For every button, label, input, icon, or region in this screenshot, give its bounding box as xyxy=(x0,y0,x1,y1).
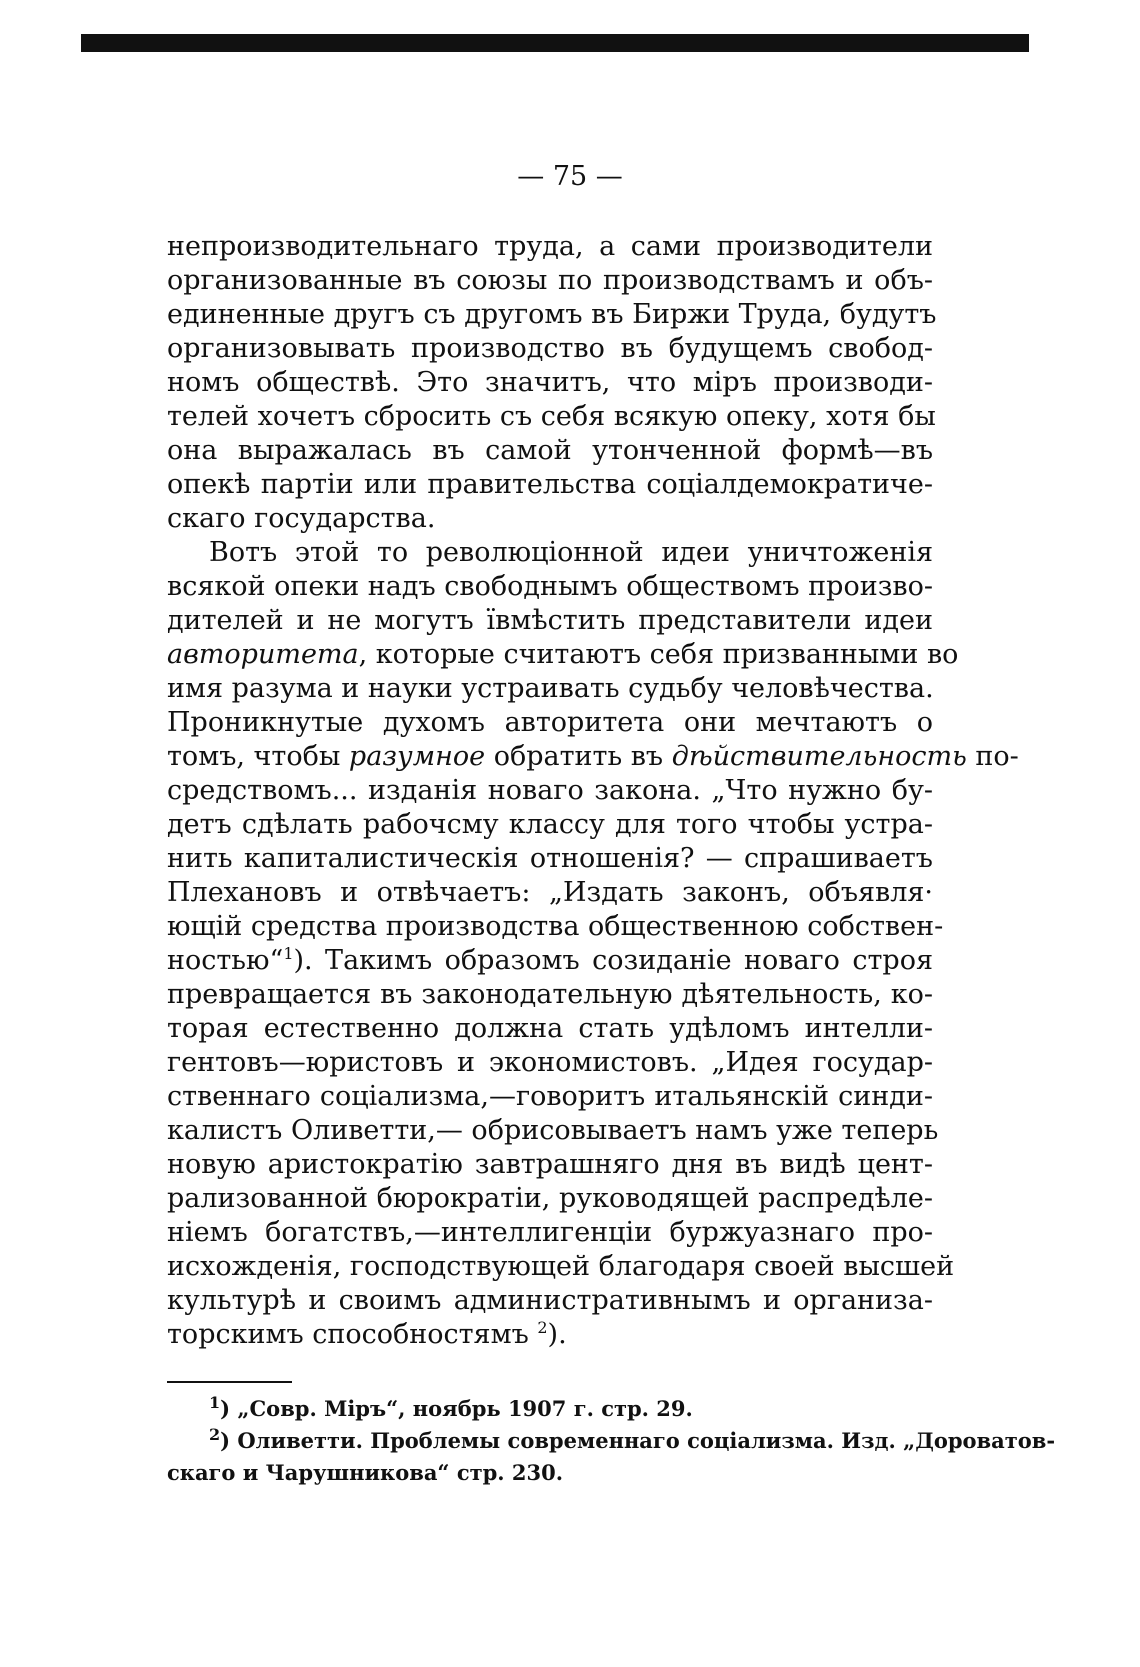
footnote-rule xyxy=(167,1381,292,1383)
page-number: — 75 — xyxy=(517,161,623,192)
text-line: средствомъ... изданія новаго закона. „Что нужно бу- xyxy=(167,775,933,806)
footnote-marker: 1 xyxy=(283,944,294,963)
top-rule xyxy=(81,34,1029,52)
paragraph xyxy=(167,230,937,536)
paragraph xyxy=(167,536,1019,1352)
text-line: Проникнутые духомъ авторитета они мечтаютъ о xyxy=(167,707,933,738)
text-line: нить капиталистическія отношенія? — спрашиваетъ xyxy=(167,843,933,874)
italic-term: авторитета xyxy=(167,639,359,670)
text-line: организованные въ союзы по производствамъ и объ- xyxy=(167,265,933,296)
text-line: ственнаго соціализма,—говоритъ итальянскій синди- xyxy=(167,1081,933,1112)
text-line: всякой опеки надъ свободнымъ обществомъ произво- xyxy=(167,571,933,602)
text-line: ющій средства производства общественною собствен- xyxy=(167,911,944,942)
text-line: Плехановъ и отвѣчаетъ: „Издать законъ, объявля· xyxy=(167,877,933,908)
footnote: $^2$) Оливетти. Проблемы современнаго соціализма. Изд. „Дороватов- xyxy=(209,1425,1056,1453)
body-text xyxy=(167,230,1019,1352)
text-line: телей хочетъ сбросить съ себя всякую опеку, хотя бы xyxy=(167,401,936,432)
text-line: единенные другъ съ другомъ въ Биржи Труда, будутъ xyxy=(167,299,937,330)
italic-term: разумное xyxy=(348,741,486,772)
text-line: исхожденія, господствующей благодаря своей высшей xyxy=(167,1251,955,1282)
footnote-continuation: скаго и Чарушникова“ стр. 230. xyxy=(167,1460,564,1485)
footnotes xyxy=(167,1393,1056,1489)
footnote: $^1$) „Совр. Міръ“, ноябрь 1907 г. стр. 29. xyxy=(209,1393,693,1421)
text-line: номъ обществѣ. Это значитъ, что міръ производи- xyxy=(167,367,933,398)
text-line: имя разума и науки устраивать судьбу человѣчества. xyxy=(167,673,934,704)
footnote-marker: 2 xyxy=(537,1318,548,1337)
text-line: превращается въ законодательную дѣятельность, ко- xyxy=(167,979,933,1010)
text-line: детъ сдѣлать рабочсму классу для того чтобы устра- xyxy=(167,809,933,840)
text-line: калистъ Оливетти,— обрисовываетъ намъ уже теперь xyxy=(167,1115,939,1146)
text-line: Вотъ этой то революціонной идеи уничтоженія xyxy=(209,537,933,568)
text-line: торскимъ способностямъ $^2$). xyxy=(167,1318,567,1350)
italic-term: дѣйствительность xyxy=(671,741,967,772)
text-line: культурѣ и своимъ административнымъ и организа- xyxy=(167,1285,933,1316)
footnote-number: 2 xyxy=(209,1425,221,1444)
text-line: авторитета, которые считаютъ себя призванными во xyxy=(167,639,959,670)
footnote-number: 1 xyxy=(209,1393,221,1412)
text-line: организовывать производство въ будущемъ свобод- xyxy=(167,333,933,364)
text-line: дителей и не могутъ ївмѣстить представители идеи xyxy=(167,605,933,636)
text-line: ностью“$^1$). Такимъ образомъ созиданіе новаго строя xyxy=(167,944,933,976)
text-line: непроизводительнаго труда, а сами производители xyxy=(167,231,933,262)
text-line: она выражалась въ самой утонченной формѣ—въ xyxy=(167,435,933,466)
text-line: скаго государства. xyxy=(167,503,436,534)
text-line: новую аристократію завтрашняго дня въ видѣ цент- xyxy=(167,1149,933,1180)
text-line: ніемъ богатствъ,—интеллигенціи буржуазнаго про- xyxy=(167,1217,933,1248)
text-line: гентовъ—юристовъ и экономистовъ. „Идея государ- xyxy=(167,1047,933,1078)
text-line: опекѣ партіи или правительства соціалдемократиче- xyxy=(167,469,933,500)
text-line: томъ, чтобы разумное обратить въ дѣйствительность по- xyxy=(167,741,1019,772)
text-line: рализованной бюрократіи, руководящей распредѣле- xyxy=(167,1183,933,1214)
text-line: торая естественно должна стать удѣломъ интелли- xyxy=(167,1013,933,1044)
